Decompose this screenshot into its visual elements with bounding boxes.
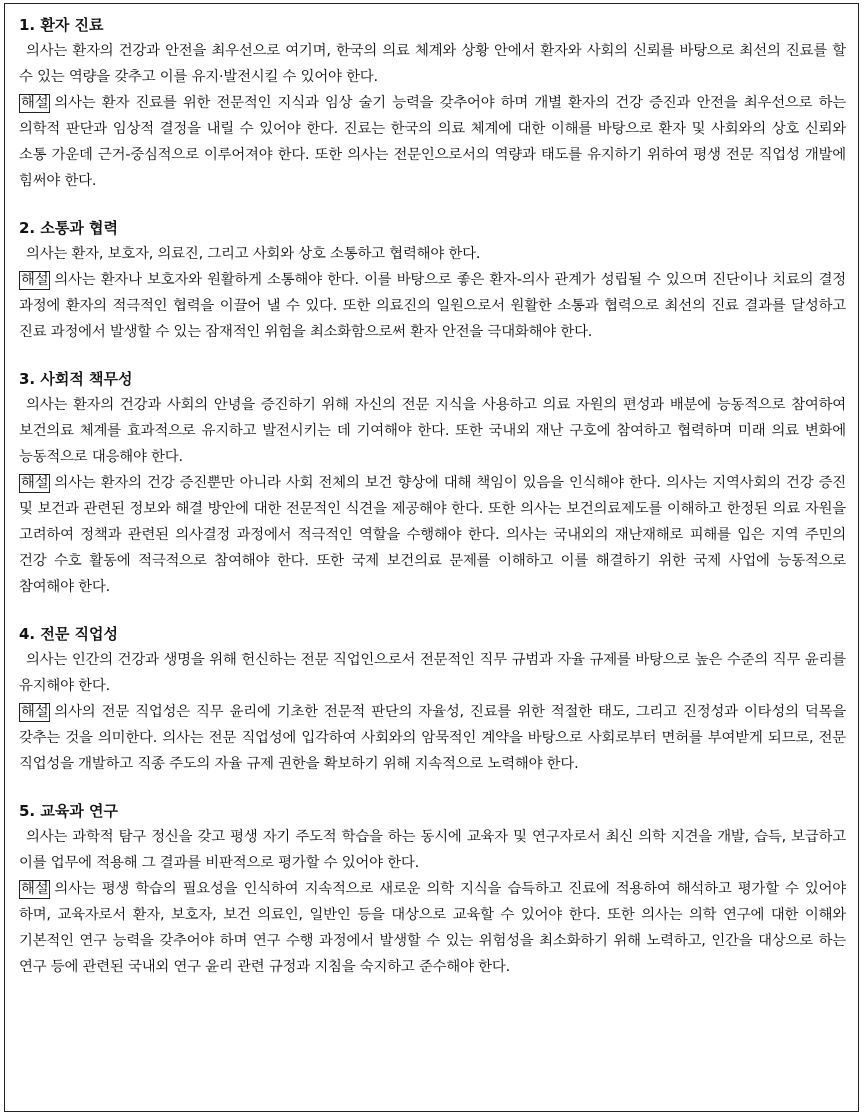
- explanation-text: 의사는 환자나 보호자와 원활하게 소통해야 한다. 이를 바탕으로 좋은 환자-의사 관계가 성립될 수 있으며 진단이나 치료의 결정 과정에 환자의 적극적인 협력을 이끌어 낼 수 있다. 또한 의료진의 일원으로서 원활한 소통과 협력으로 최선의 진료 결과를 달성하고 진료 과정에서 발생할 수 있는 잠재적인 위험을 최소화함으로써 환자 안전을 극대화해야 한다.: [19, 272, 846, 340]
- section-professionalism: [19, 623, 846, 777]
- section-heading: 1. 환자 진료: [19, 16, 104, 34]
- section-explanation: [19, 876, 846, 980]
- explanation-label: 해설: [21, 704, 49, 720]
- section-communication: [19, 217, 846, 345]
- explanation-text: 의사는 환자 진료를 위한 전문적인 지식과 임상 술기 능력을 갖추어야 하며 개별 환자의 건강 증진과 안전을 최우선으로 하는 의학적 판단과 임상적 결정을 내릴 수 있어야 한다. 진료는 한국의 의료 체계에 대한 이해를 바탕으로 환자 및 사회와의 상호 신뢰와 소통 가운데 근거-중심적으로 이루어져야 한다. 또한 의사는 전문인으로서의 역량과 태도를 유지하기 위하여 평생 전문 직업성 개발에 힘써야 한다.: [19, 95, 846, 189]
- section-main-text: 의사는 인간의 건강과 생명을 위해 헌신하는 전문 직업인으로서 전문적인 직무 규범과 자율 규제를 바탕으로 높은 수준의 직무 윤리를 유지해야 한다.: [19, 652, 846, 694]
- section-heading: 5. 교육과 연구: [19, 802, 119, 820]
- section-heading: 4. 전문 직업성: [19, 625, 119, 643]
- section-heading: 2. 소통과 협력: [19, 219, 119, 237]
- explanation-text: 의사는 평생 학습의 필요성을 인식하여 지속적으로 새로운 의학 지식을 습득하고 진료에 적용하여 해석하고 평가할 수 있어야 하며, 교육자로서 환자, 보호자, 보건 의료인, 일반인 등을 대상으로 교육할 수 있어야 한다. 또한 의사는 의학 연구에 대한 이해와 기본적인 연구 능력을 갖추어야 하며 연구 수행 과정에서 발생할 수 있는 위험성을 최소화하기 위해 노력하고, 인간을 대상으로 하는 연구 등에 관련된 국내외 연구 윤리 관련 규정과 지침을 숙지하고 준수해야 한다.: [19, 881, 846, 975]
- explanation-label: 해설: [21, 881, 49, 897]
- section-explanation: [19, 470, 846, 600]
- section-main-text: 의사는 과학적 탐구 정신을 갖고 평생 자기 주도적 학습을 하는 동시에 교육자 및 연구자로서 최신 의학 지견을 개발, 습득, 보급하고 이를 업무에 적용해 그 결과를 비판적으로 평가할 수 있어야 한다.: [19, 829, 846, 871]
- section-education-research: [19, 800, 846, 980]
- explanation-label: 해설: [21, 475, 49, 491]
- explanation-label: 해설: [21, 272, 49, 288]
- section-heading: 3. 사회적 책무성: [19, 370, 133, 388]
- section-explanation: [19, 90, 846, 194]
- explanation-text: 의사는 환자의 건강 증진뿐만 아니라 사회 전체의 보건 향상에 대해 책임이 있음을 인식해야 한다. 의사는 지역사회의 건강 증진 및 보건과 관련된 정보와 해결 방안에 대한 전문적인 식견을 제공해야 한다. 또한 의사는 보건의료제도를 이해하고 한정된 의료 자원을 고려하여 정책과 관련된 의사결정 과정에서 적극적인 역할을 수행해야 한다. 의사는 국내외의 재난재해로 피해를 입은 지역 주민의 건강 수호 활동에 적극적으로 참여해야 한다. 또한 국제 보건의료 문제를 이해하고 이를 해결하기 위한 국제 사업에 능동적으로 참여해야 한다.: [19, 475, 846, 595]
- section-patient-care: [19, 14, 846, 194]
- section-social-accountability: [19, 368, 846, 600]
- section-main-text: 의사는 환자의 건강과 안전을 최우선으로 여기며, 한국의 의료 체계와 상황 안에서 환자와 사회의 신뢰를 바탕으로 최선의 진료를 할 수 있는 역량을 갖추고 이를 유지·발전시킬 수 있어야 한다.: [19, 43, 846, 85]
- explanation-label: 해설: [21, 95, 49, 111]
- explanation-text: 의사의 전문 직업성은 직무 윤리에 기초한 전문적 판단의 자율성, 진료를 위한 적절한 태도, 그리고 진정성과 이타성의 덕목을 갖추는 것을 의미한다. 의사는 전문 직업성에 입각하여 사회와의 암묵적인 계약을 바탕으로 사회로부터 면허를 부여받게 되므로, 전문 직업성을 개발하고 직종 주도의 자율 규제 권한을 확보하기 위해 지속적으로 노력해야 한다.: [19, 704, 846, 772]
- section-main-text: 의사는 환자, 보호자, 의료진, 그리고 사회와 상호 소통하고 협력해야 한다.: [26, 246, 481, 262]
- document-frame: [4, 3, 859, 1112]
- section-main-text: 의사는 환자의 건강과 사회의 안녕을 증진하기 위해 자신의 전문 지식을 사용하고 의료 자원의 편성과 배분에 능동적으로 참여하여 보건의료 체계를 효과적으로 유지하고 발전시키는 데 기여해야 한다. 또한 국내외 재난 구호에 참여하고 협력하며 미래 의료 변화에 능동적으로 대응해야 한다.: [19, 397, 846, 465]
- section-explanation: [19, 267, 846, 345]
- section-explanation: [19, 699, 846, 777]
